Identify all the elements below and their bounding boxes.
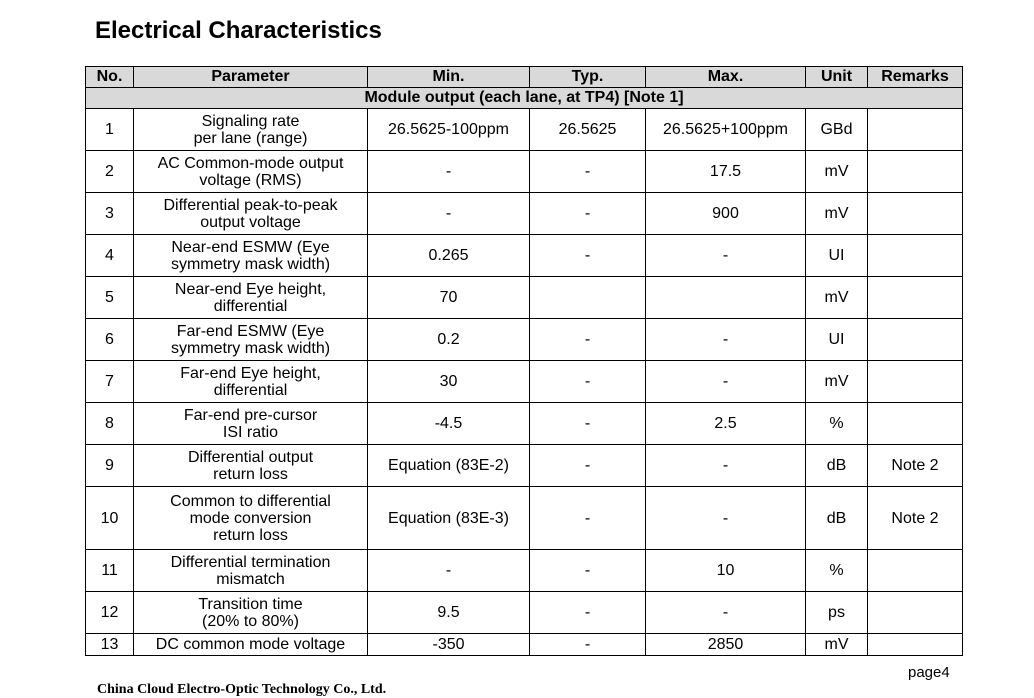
cell-remarks: [868, 193, 963, 235]
cell-min: 0.2: [368, 319, 530, 361]
cell-max: [646, 277, 806, 319]
cell-min: -: [368, 193, 530, 235]
cell-typ: -: [530, 319, 646, 361]
table-row: [86, 445, 963, 487]
cell-no: 2: [86, 151, 134, 193]
header-typ: Typ.: [530, 67, 646, 88]
cell-min: -4.5: [368, 403, 530, 445]
cell-typ: -: [530, 445, 646, 487]
cell-min: 70: [368, 277, 530, 319]
cell-parameter: Near-end ESMW (Eye symmetry mask width): [134, 235, 368, 277]
cell-remarks: [868, 634, 963, 656]
cell-unit: mV: [806, 361, 868, 403]
cell-max: 17.5: [646, 151, 806, 193]
header-row: [86, 67, 963, 88]
cell-unit: dB: [806, 487, 868, 550]
table-row: [86, 193, 963, 235]
header-max: Max.: [646, 67, 806, 88]
cell-remarks: [868, 361, 963, 403]
cell-parameter: Differential termination mismatch: [134, 550, 368, 592]
cell-parameter: Signaling rate per lane (range): [134, 109, 368, 151]
table-row: [86, 235, 963, 277]
table-row: [86, 550, 963, 592]
header-remarks: Remarks: [868, 67, 963, 88]
cell-min: 0.265: [368, 235, 530, 277]
page-number: page4: [908, 664, 950, 681]
cell-parameter: Near-end Eye height, differential: [134, 277, 368, 319]
cell-typ: -: [530, 235, 646, 277]
cell-remarks: [868, 319, 963, 361]
cell-typ: -: [530, 487, 646, 550]
header-parameter: Parameter: [134, 67, 368, 88]
cell-max: 2.5: [646, 403, 806, 445]
table-row: [86, 151, 963, 193]
cell-typ: -: [530, 403, 646, 445]
cell-typ: -: [530, 193, 646, 235]
cell-no: 11: [86, 550, 134, 592]
header-unit: Unit: [806, 67, 868, 88]
cell-max: 900: [646, 193, 806, 235]
cell-no: 4: [86, 235, 134, 277]
cell-typ: -: [530, 550, 646, 592]
section-row: [86, 88, 963, 109]
cell-unit: GBd: [806, 109, 868, 151]
cell-max: -: [646, 235, 806, 277]
cell-remarks: [868, 277, 963, 319]
cell-typ: [530, 277, 646, 319]
cell-no: 12: [86, 592, 134, 634]
cell-parameter: Differential output return loss: [134, 445, 368, 487]
cell-max: -: [646, 592, 806, 634]
cell-no: 10: [86, 487, 134, 550]
cell-no: 6: [86, 319, 134, 361]
header-no: No.: [86, 67, 134, 88]
cell-remarks: [868, 235, 963, 277]
table-row: [86, 109, 963, 151]
page-title: Electrical Characteristics: [95, 17, 382, 44]
table-row: [86, 319, 963, 361]
cell-max: -: [646, 361, 806, 403]
cell-min: Equation (83E-2): [368, 445, 530, 487]
cell-max: -: [646, 319, 806, 361]
company-name: China Cloud Electro-Optic Technology Co., Ltd.: [97, 682, 387, 697]
cell-unit: mV: [806, 193, 868, 235]
cell-min: Equation (83E-3): [368, 487, 530, 550]
cell-unit: %: [806, 550, 868, 592]
cell-remarks: Note 2: [868, 445, 963, 487]
cell-typ: 26.5625: [530, 109, 646, 151]
cell-parameter: Far-end ESMW (Eye symmetry mask width): [134, 319, 368, 361]
cell-typ: -: [530, 151, 646, 193]
cell-parameter: Differential peak-to-peak output voltage: [134, 193, 368, 235]
cell-min: 9.5: [368, 592, 530, 634]
cell-remarks: [868, 151, 963, 193]
cell-parameter: Far-end Eye height, differential: [134, 361, 368, 403]
header-min: Min.: [368, 67, 530, 88]
cell-unit: %: [806, 403, 868, 445]
table-row: [86, 634, 963, 656]
cell-unit: mV: [806, 634, 868, 656]
cell-no: 8: [86, 403, 134, 445]
cell-typ: -: [530, 361, 646, 403]
cell-max: 26.5625+100ppm: [646, 109, 806, 151]
cell-parameter: DC common mode voltage: [134, 634, 368, 656]
cell-max: 2850: [646, 634, 806, 656]
electrical-characteristics-table: [85, 66, 963, 656]
cell-unit: dB: [806, 445, 868, 487]
cell-remarks: [868, 403, 963, 445]
table-row: [86, 487, 963, 550]
cell-parameter: Transition time (20% to 80%): [134, 592, 368, 634]
table-row: [86, 592, 963, 634]
cell-parameter: AC Common-mode output voltage (RMS): [134, 151, 368, 193]
cell-min: 30: [368, 361, 530, 403]
cell-max: -: [646, 445, 806, 487]
section-title: Module output (each lane, at TP4) [Note 1]: [86, 88, 963, 109]
cell-unit: ps: [806, 592, 868, 634]
cell-remarks: [868, 550, 963, 592]
cell-unit: mV: [806, 151, 868, 193]
cell-no: 5: [86, 277, 134, 319]
cell-min: -: [368, 151, 530, 193]
cell-min: -350: [368, 634, 530, 656]
cell-unit: mV: [806, 277, 868, 319]
cell-unit: UI: [806, 235, 868, 277]
cell-remarks: Note 2: [868, 487, 963, 550]
cell-remarks: [868, 109, 963, 151]
cell-no: 7: [86, 361, 134, 403]
cell-min: -: [368, 550, 530, 592]
cell-typ: -: [530, 592, 646, 634]
cell-no: 3: [86, 193, 134, 235]
table-row: [86, 403, 963, 445]
cell-max: 10: [646, 550, 806, 592]
cell-unit: UI: [806, 319, 868, 361]
cell-min: 26.5625-100ppm: [368, 109, 530, 151]
cell-no: 9: [86, 445, 134, 487]
cell-parameter: Far-end pre-cursor ISI ratio: [134, 403, 368, 445]
cell-parameter: Common to differential mode conversion return loss: [134, 487, 368, 550]
cell-no: 13: [86, 634, 134, 656]
cell-typ: -: [530, 634, 646, 656]
cell-no: 1: [86, 109, 134, 151]
cell-max: -: [646, 487, 806, 550]
table-row: [86, 277, 963, 319]
table-row: [86, 361, 963, 403]
cell-remarks: [868, 592, 963, 634]
